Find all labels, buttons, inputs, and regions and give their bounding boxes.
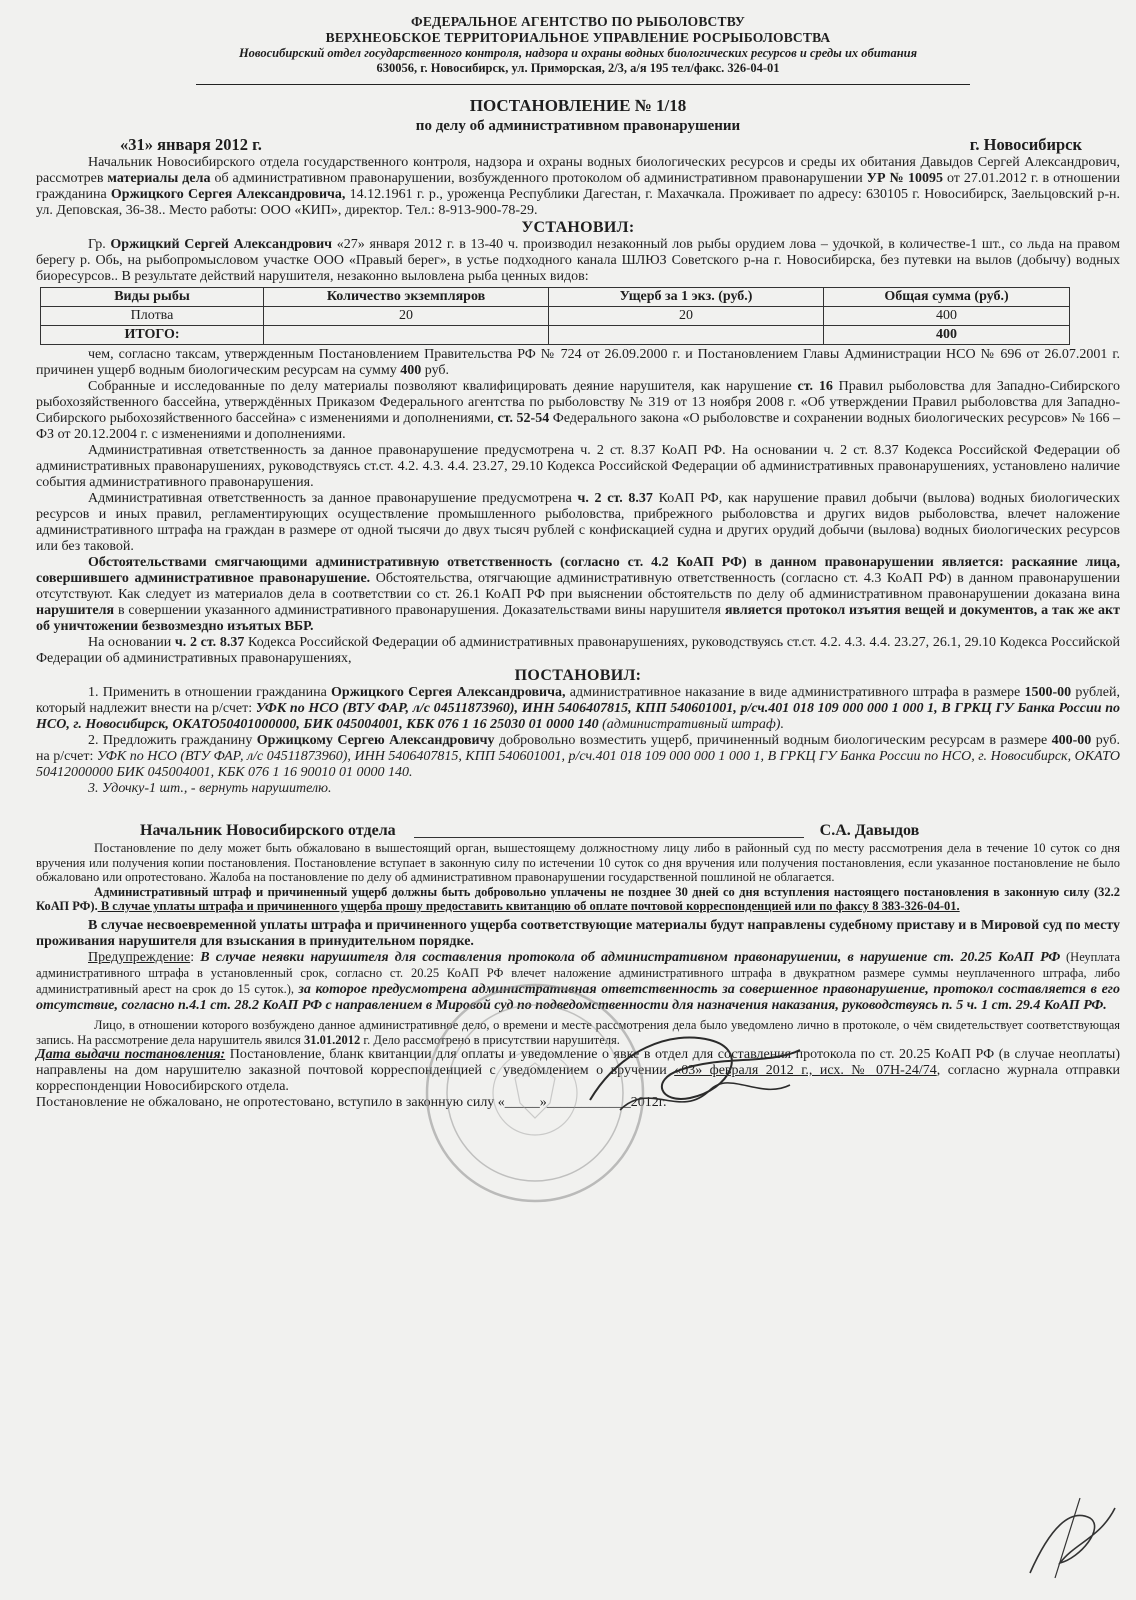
decided-heading: ПОСТАНОВИЛ: <box>514 667 642 684</box>
late-payment-paragraph: В случае несвоевременной уплаты штрафа и причиненного ущерба соответствующие материалы будут направлены судебному приставу и в Мировой суд по месту проживания нарушителя для взыскания в принудительном порядке. <box>36 917 1120 949</box>
document-city: г. Новосибирск <box>969 135 1082 154</box>
document-title: ПОСТАНОВЛЕНИЕ № 1/18 <box>469 96 687 115</box>
date-line <box>36 135 1120 155</box>
signature-block <box>140 821 1120 841</box>
handwritten-signature <box>560 1010 820 1140</box>
cell-species: Плотва <box>41 307 264 326</box>
circumstances-paragraph: Обстоятельствами смягчающими административную ответственность (согласно ст. 4.2 КоАП РФ) в данном правонарушении является: раскаяние лица, совершившего административное правонарушение. Обстоятельства, отягчающие административную ответственность (согласно ст. 4.3 КоАП РФ) в данном правонарушении отсутствуют. Как следует из материалов дела в соответствии со ст. 26.1 КоАП РФ при выяснении обстоятельств по делу об административном правонарушении доказана вина нарушителя в совершении указанного административного правонарушения. Доказательствами вины нарушителя является протокол изъятия вещей и документов, а так же акт об уничтожении безвозмездно изъятых ВБР. <box>36 555 1120 634</box>
decision-item-2: 2. Предложить гражданину Оржицкому Сергею Александровичу добровольно возместить ущерб, причиненный водным биологическим ресурсам в размере 400-00 руб. на р/счет: УФК по НСО (ВТУ ФАР, л/с 04511873960), ИНН 5406407815, КПП 540601001, р/сч.401 018 109 000 000 1 000 1, В ГРКЦ ГУ Банка России по НСО, г. Новосибирск, ОКАТО 50412000000 БИК 045004001, КБК 076 1 16 90010 01 0000 140. <box>36 733 1120 780</box>
intro-paragraph: Начальник Новосибирского отдела государственного контроля, надзора и охраны водных биологических ресурсов и среды их обитания Давыдов Сергей Александрович, рассмотрев материалы дела об административном правонарушении, возбужденного протоколом об административном правонарушении УР № 10095 от 27.01.2012 г. в отношении гражданина Оржицкого Сергея Александровича, 14.12.1961 г. р., уроженца Республики Дагестан, г. Махачкала. Проживает по адресу: 630105 г. Новосибирск, Заельцовский р-н. ул. Деповская, 36-38.. Место работы: ООО «КИП», директор. Тел.: 8-913-900-78-29. <box>36 155 1121 218</box>
final-status-line: Постановление не обжаловано, не опротестовано, вступило в законную силу «_____»____________2012г. <box>36 1095 667 1111</box>
header-divider <box>196 84 970 85</box>
payment-paragraph: Административный штраф и причиненный ущерб должны быть добровольно уплачены не позднее 30 дней со дня вступления настоящего постановления в законную силу (32.2 КоАП РФ). В случае уплаты штрафа и причиненного ущерба прошу предоставить квитанцию об оплате почтовой корреспонденцией или по факсу 8 383-326-04-01. <box>36 884 1120 914</box>
document-subtitle: по делу об административном правонарушении <box>415 118 741 134</box>
total-value: 400 <box>824 326 1070 345</box>
cell-total: 400 <box>824 307 1070 326</box>
decision-item-3: 3. Удочку-1 шт., - вернуть нарушителю. <box>88 781 332 796</box>
table-total-row <box>41 326 1070 345</box>
notice-paragraph: Лицо, в отношении которого возбуждено данное административное дело, о времени и месте рассмотрения дела было уведомлено лично в протоколе, о чём свидетельствует соответствующая запись. На рассмотрение дела нарушитель явился 31.01.2012 г. Дело рассмотрено в присутствии нарушителя. <box>36 1017 1120 1047</box>
document-date: «31» января 2012 г. <box>120 135 262 154</box>
col-header-total: Общая сумма (руб.) <box>824 288 1070 307</box>
established-heading: УСТАНОВИЛ: <box>521 219 635 236</box>
cell-unit-damage: 20 <box>549 307 824 326</box>
agency-name: ФЕДЕРАЛЬНОЕ АГЕНТСТВО ПО РЫБОЛОВСТВУ <box>411 14 745 29</box>
col-header-unit-damage: Ущерб за 1 экз. (руб.) <box>549 288 824 307</box>
signatory-position: Начальник Новосибирского отдела <box>140 822 396 839</box>
liability-paragraph-2: Административная ответственность за данное правонарушение предусмотрена ч. 2 ст. 8.37 КоАП РФ, как нарушение правил добычи (вылова) водных биологических ресурсов и иных правил, регламентирующих осуществление промышленного рыболовства, прибрежного рыболовства и других видов рыболовства, влечет наложение административного штрафа на граждан в размере от одной тысячи до двух тысяч рублей с конфискацией судна и других орудий добычи (вылова) водных биологических ресурсов или без таковой. <box>36 491 1120 554</box>
basis-paragraph: На основании ч. 2 ст. 8.37 Кодекса Российской Федерации об административных правонарушениях, руководствуясь ст.ст. 4.2. 4.3. 4.4. 23.27, 26.1, 29.10 Кодекса Российской Федерации об административных правонарушениях, <box>36 635 1120 666</box>
signatory-name: С.А. Давыдов <box>819 822 920 839</box>
signature-line <box>414 837 804 838</box>
table-row <box>41 307 1070 326</box>
warning-paragraph: Предупреждение: В случае неявки нарушителя для составления протокола об административном правонарушении, в нарушение ст. 20.25 КоАП РФ (Неуплата административного штрафа в установленный срок, согласно ст. 20.25 КоАП РФ влечет наложение административного штрафа в двукратном размере суммы неуплаченного штрафа, либо административный арест на срок до 15 суток.), за которое предусмотрена административная ответственность за совершенное правонарушение, протокол составляется в его отсутствие, согласно п.4.1 ст. 28.2 КоАП РФ с направлением в Мировой суд по подведомственности для назначения наказания, руководствуясь п. 5 ч. 1 ст. 29.4 КоАП РФ. <box>36 949 1120 1013</box>
document-page <box>36 14 1120 1111</box>
damage-paragraph: чем, согласно таксам, утвержденным Постановлением Правительства РФ № 724 от 26.09.2000 г. и Постановлением Главы Администрации НСО № 696 от 26.07.2001 г. причинен ущерб водным биологическим ресурсам на сумму 400 руб. <box>36 347 1120 378</box>
empty-cell <box>264 326 549 345</box>
cell-count: 20 <box>264 307 549 326</box>
contact-address: 630056, г. Новосибирск, ул. Приморская, 2/3, а/я 195 тел/факс. 326-04-01 <box>376 61 780 75</box>
total-label: ИТОГО: <box>41 326 264 345</box>
liability-paragraph-1: Административная ответственность за данное правонарушение предусмотрена ч. 2 ст. 8.37 КоАП РФ. На основании ч. 2 ст. 8.37 Кодекса Российской Федерации об административных правонарушениях, руководствуясь ст.ст. 4.2. 4.3. 4.4. 23.27, 29.10 Кодекса Российской Федерации об административных правонарушениях, установлено наличие события административного правонарушения. <box>36 443 1120 490</box>
fish-damage-table <box>40 287 1070 345</box>
appeal-paragraph: Постановление по делу может быть обжаловано в вышестоящий орган, вышестоящему должностному лицу либо в районный суд по месту рассмотрения дела в течение 10 суток со дня вручения или получения копии постановления. Постановление вступает в законную силу по истечении 10 суток со дня вручения или получения постановления, если указанное постановление не было обжаловано или опротестовано. Жалоба на постановление по делу об административном правонарушении государственной пошлиной не облагается. <box>36 841 1120 885</box>
division-name: Новосибирский отдел государственного контроля, надзора и охраны водных биологических ресурсов и среды их обитания <box>238 46 918 60</box>
col-header-count: Количество экземпляров <box>264 288 549 307</box>
corner-initials <box>1020 1488 1120 1588</box>
decision-item-1: 1. Применить в отношении гражданина Оржицкого Сергея Александровича, административное наказание в виде административного штрафа в размере 1500-00 рублей, который надлежит внести на р/счет: УФК по НСО (ВТУ ФАР, л/с 04511873960), ИНН 5406407815, КПП 540601001, р/сч.401 018 109 000 000 1 000 1, В ГРКЦ ГУ Банка России по НСО, г. Новосибирск, ОКАТО50401000000, БИК 045004001, КБК 076 1 16 25030 01 0000 140 (административный штраф). <box>36 685 1120 732</box>
table-header-row <box>41 288 1070 307</box>
empty-cell <box>549 326 824 345</box>
col-header-species: Виды рыбы <box>41 288 264 307</box>
qualification-paragraph: Собранные и исследованные по делу материалы позволяют квалифицировать деяние нарушителя, как нарушение ст. 16 Правил рыболовства для Западно-Сибирского рыбохозяйственного бассейна, утверждённых Приказом Федерального агентства по рыболовству № 319 от 13 ноября 2008 г. «Об утверждении Правил рыболовства для Западно-Сибирского рыбохозяйственного бассейна» с изменениями и дополнениями, ст. 52-54 Федерального закона «О рыболовстве и сохранении водных биологических ресурсов» № 166 –ФЗ от 20.12.2004 г. с изменениями и дополнениями. <box>36 379 1121 442</box>
department-name: ВЕРХНЕОБСКОЕ ТЕРРИТОРИАЛЬНОЕ УПРАВЛЕНИЕ РОСРЫБОЛОВСТВА <box>325 30 831 45</box>
established-paragraph: Гр. Оржицкий Сергей Александрович «27» января 2012 г. в 13-40 ч. производил незаконный лов рыбы орудием лова – удочкой, в количестве-1 шт., со льда на правом берегу р. Обь, на рыбопромысловом участке ООО «Правый берег», в устье подходного канала ШЛЮЗ Советского р-на г. Новосибирска, без путевки на вылов (добычу) водных биоресурсов.. В результате действий нарушителя, незаконно выловлена рыба ценных видов: <box>36 237 1120 284</box>
delivery-paragraph: Дата выдачи постановления: Постановление, бланк квитанции для оплаты и уведомление о явке в отдел для составления протокола по ст. 20.25 КоАП РФ (в случае неоплаты) направлены на дом нарушителю заказной почтовой корреспонденцией с уведомлением о вручении «03» февраля 2012 г., исх. № 07Н-24/74, согласно журнала отправки корреспонденции Новосибирского отдела. <box>36 1047 1120 1095</box>
